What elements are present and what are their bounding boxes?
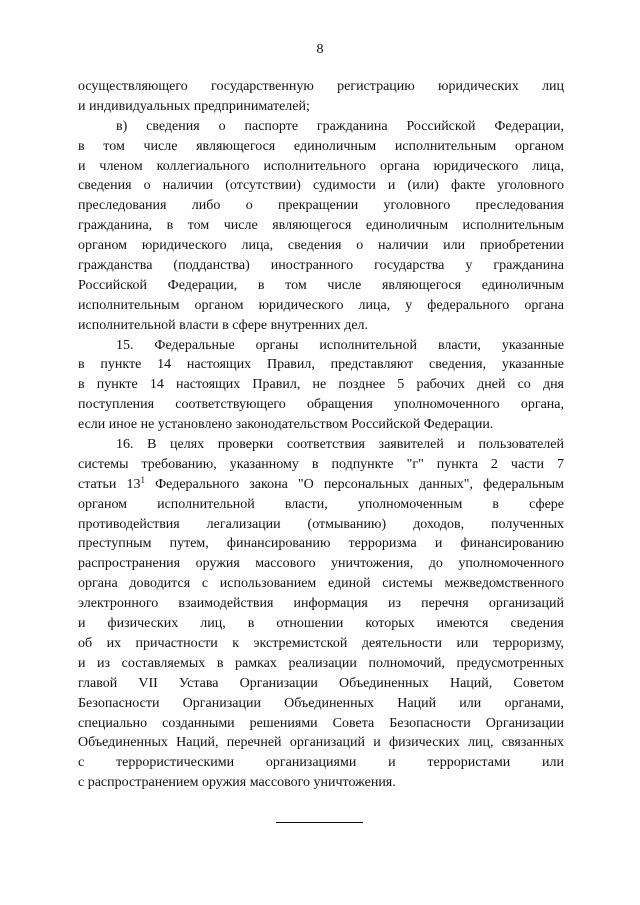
text-line	[78, 375, 564, 395]
document-body	[78, 77, 564, 793]
text-line-content: поступления соответствующего обращения уполномоченного органа,	[78, 397, 564, 413]
text-line	[78, 694, 564, 714]
text-line	[78, 77, 564, 97]
text-line-content: в пункте 14 настоящих Правил, не позднее 5 рабочих дней со дня	[78, 377, 564, 393]
text-line-continuation: Федерального закона "О персональных данных", федеральным	[144, 476, 564, 492]
text-line	[78, 236, 564, 256]
text-line-content: в пункте 14 настоящих Правил, представляют сведения, указанные	[78, 357, 564, 373]
text-line	[78, 634, 564, 654]
text-line-content: с террористическими организациями и террористами или	[78, 755, 564, 771]
text-line	[78, 614, 564, 634]
text-line	[78, 733, 564, 753]
text-line	[78, 355, 564, 375]
text-line	[78, 97, 564, 117]
text-line-content: с распространением оружия массового уничтожения.	[78, 775, 396, 791]
page-number: 8	[316, 42, 324, 57]
text-line	[78, 534, 564, 554]
text-line	[78, 117, 564, 137]
text-line-content: и физических лиц, в отношении которых имеются сведения	[78, 616, 564, 632]
text-line-content: преступным путем, финансированию терроризма и финансированию	[78, 536, 564, 552]
text-line	[78, 515, 564, 535]
text-line	[78, 574, 564, 594]
text-line-content: Российской Федерации, в том числе являющегося единоличным	[78, 277, 564, 293]
text-line-content: исполнительным органом юридического лица, у федерального органа	[78, 297, 564, 313]
text-line-content: исполнительной власти в сфере внутренних дел.	[78, 317, 369, 333]
text-line	[78, 654, 564, 674]
text-line-content: осуществляющего государственную регистрацию юридических лиц	[78, 79, 564, 94]
text-line	[78, 336, 564, 356]
text-line-content: и членом коллегиального исполнительного органа юридического лица,	[78, 158, 564, 174]
text-line-content: в том числе являющегося единоличным исполнительным органом	[78, 138, 564, 154]
text-line-content: Объединенных Наций, перечней организаций и физических лиц, связанных	[78, 735, 564, 751]
text-line	[78, 594, 564, 614]
text-line-content: электронного взаимодействия информация из перечня организаций	[78, 596, 564, 612]
text-line	[78, 554, 564, 574]
text-line-content: органом юридического лица, сведения о наличии или приобретении	[78, 238, 564, 254]
superscript-marker: 1	[140, 474, 145, 485]
text-line	[78, 495, 564, 515]
text-line-content: гражданина, в том числе являющегося единоличным исполнительным	[78, 218, 564, 234]
text-line	[78, 455, 564, 475]
text-line-content: главой VII Устава Организации Объединенных Наций, Советом	[78, 675, 564, 691]
text-line-content: противодействия легализации (отмыванию) доходов, полученных	[78, 516, 564, 532]
text-line	[78, 137, 564, 157]
text-line	[78, 196, 564, 216]
text-line-content: 16. В целях проверки соответствия заявителей и пользователей	[116, 437, 564, 453]
text-line-content: сведения о наличии (отсутствии) судимости и (или) факте уголовного	[78, 178, 564, 194]
text-line	[78, 157, 564, 177]
text-line-content: и индивидуальных предпринимателей;	[78, 98, 310, 114]
text-line	[78, 753, 564, 773]
text-line	[78, 176, 564, 196]
text-line	[78, 714, 564, 734]
text-line-content: Безопасности Организации Объединенных Наций или органами,	[78, 695, 564, 711]
text-line	[78, 296, 564, 316]
text-line-content: в) сведения о паспорте гражданина Российской Федерации,	[116, 118, 564, 134]
footer-separator-line	[276, 822, 363, 823]
text-line	[78, 256, 564, 276]
text-line-content: гражданства (подданства) иностранного государства у гражданина	[78, 258, 564, 274]
text-line-content: об их причастности к экстремистской деятельности или терроризму,	[78, 635, 564, 651]
text-line	[78, 475, 564, 495]
text-line-content: 15. Федеральные органы исполнительной власти, указанные	[116, 337, 564, 353]
text-line	[78, 435, 564, 455]
text-line-content: преследования либо о прекращении уголовного преследования	[78, 198, 564, 214]
text-line	[78, 415, 564, 435]
text-line-content: системы требованию, указанному в подпункте "г" пункта 2 части 7	[78, 456, 564, 472]
text-line-content: если иное не установлено законодательством Российской Федерации.	[78, 417, 494, 433]
text-line	[78, 395, 564, 415]
text-line	[78, 773, 564, 793]
text-line-content: распространения оружия массового уничтожения, до уполномоченного	[78, 556, 564, 572]
text-line	[78, 216, 564, 236]
text-line	[78, 276, 564, 296]
text-line-content: специально созданными решениями Совета Безопасности Организации	[78, 715, 564, 731]
text-line-content: и из составляемых в рамках реализации полномочий, предусмотренных	[78, 655, 564, 671]
text-line-content: органом исполнительной власти, уполномоченным в сфере	[78, 496, 564, 512]
text-line	[78, 316, 564, 336]
text-line-content: органа доводится с использованием единой системы межведомственного	[78, 576, 564, 592]
text-line	[78, 674, 564, 694]
text-line-content: статьи 13	[78, 476, 141, 492]
